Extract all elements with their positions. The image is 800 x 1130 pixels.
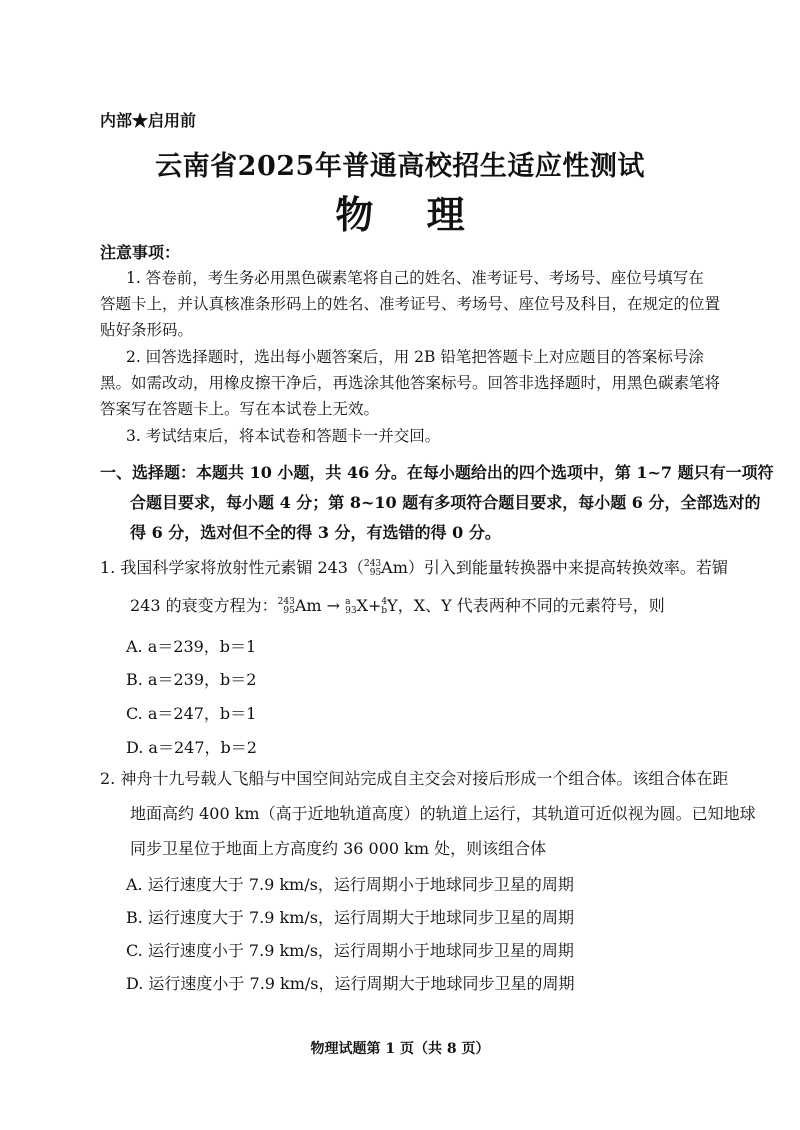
section-heading: 得 6 分，选对但不全的得 3 分，有选错的得 0 分。 (130, 523, 501, 542)
q2-option-b: B. 运行速度大于 7.9 km/s，运行周期大于地球同步卫星的周期 (126, 908, 575, 927)
page-footer: 物理试题第 1 页（共 8 页） (310, 1041, 490, 1057)
notice-line: 黑。如需改动，用橡皮擦干净后，再选涂其他答案标号。回答非选择题时，用黑色碳素笔将 (100, 374, 721, 392)
q1-option-c: C. a＝247，b＝1 (126, 704, 257, 723)
notice-line: 2. 回答选择题时，选出每小题答案后，用 2B 铅笔把答题卡上对应题目的答案标号涂 (126, 348, 704, 366)
section-heading: 合题目要求，每小题 4 分；第 8~10 题有多项符合题目要求，每小题 6 分，全部选对的 (130, 493, 761, 512)
question-1-line-2 (130, 593, 665, 616)
q1-text-a: 1. 我国科学家将放射性元素镅 243（ (100, 558, 364, 577)
question-2-line: 2. 神舟十九号载人飞船与中国空间站完成自主交会对接后形成一个组合体。该组合体在距 (100, 769, 729, 788)
confidential-label: 内部★启用前 (100, 111, 197, 130)
question-1-line-1 (100, 555, 728, 578)
q1-option-d: D. a＝247，b＝2 (126, 738, 257, 757)
notice-line: 贴好条形码。 (100, 321, 194, 339)
section-heading: 一、选择题：本题共 10 小题，共 46 分。在每小题给出的四个选项中，第 1~7 题只有一项符 (100, 463, 774, 482)
nuclide-am243: 243 95Am (363, 558, 408, 578)
q1-text-c: 243 的衰变方程为： (130, 596, 278, 615)
q2-option-a: A. 运行速度大于 7.9 km/s，运行周期小于地球同步卫星的周期 (126, 875, 574, 894)
notice-line: 答案写在答题卡上。写在本试卷上无效。 (100, 400, 380, 418)
exam-title: 云南省2025年普通高校招生适应性测试 (155, 151, 645, 182)
q1-text-b: ）引入到能量转换器中来提高转换效率。若镅 (407, 558, 728, 577)
q2-option-d: D. 运行速度小于 7.9 km/s，运行周期大于地球同步卫星的周期 (126, 974, 575, 993)
notice-line: 1. 答卷前，考生务必用黑色碳素笔将自己的姓名、准考证号、考场号、座位号填写在 (126, 269, 704, 287)
decay-equation: 243 95Am → a 93X+4 bY (277, 596, 398, 616)
question-2-line: 地面高约 400 km（高于近地轨道高度）的轨道上运行，其轨道可近似视为圆。已知地球 (130, 804, 756, 823)
q1-text-d: ，X、Y 代表两种不同的元素符号，则 (397, 596, 665, 615)
question-2-line: 同步卫星位于地面上方高度约 36 000 km 处，则该组合体 (130, 839, 547, 858)
q1-option-b: B. a＝239，b＝2 (126, 670, 257, 689)
subject-title: 物 理 (335, 192, 485, 237)
q2-option-c: C. 运行速度小于 7.9 km/s，运行周期小于地球同步卫星的周期 (126, 941, 574, 960)
notice-heading: 注意事项： (100, 243, 181, 262)
q1-option-a: A. a＝239，b＝1 (126, 637, 257, 656)
notice-line: 3. 考试结束后，将本试卷和答题卡一并交回。 (126, 427, 441, 445)
notice-line: 答题卡上，并认真核准条形码上的姓名、准考证号、考场号、座位号及科目，在规定的位置 (100, 295, 721, 313)
